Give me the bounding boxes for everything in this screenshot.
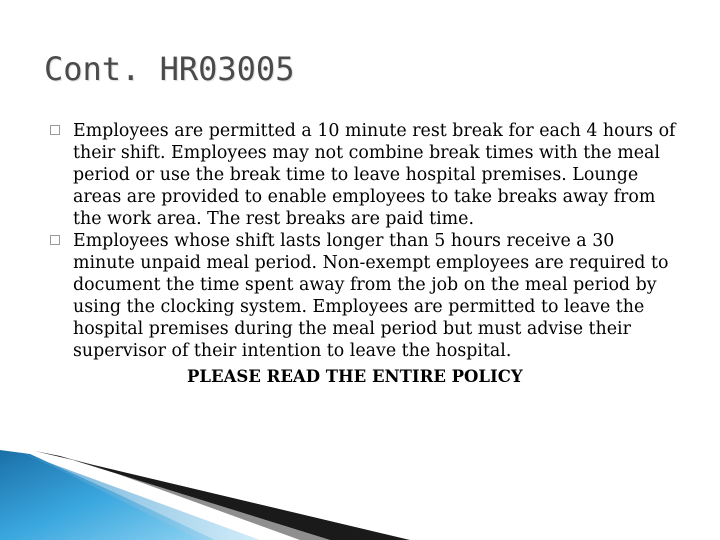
bullet-item-rest-break — [50, 120, 680, 230]
corner-decoration — [0, 450, 720, 540]
slide-body — [50, 120, 680, 388]
square-bullet-icon — [50, 235, 60, 245]
bullet-text: Employees whose shift lasts longer than 5 hours receive a 30 minute unpaid meal period. Non-exempt employees are required to document the time spent away from the job on the meal period by using the clocking system. Employees are permitted to leave the hospital premises during the meal period but must advise their supervisor of their intention to leave the hospital. — [73, 231, 669, 361]
bullet-text: Employees are permitted a 10 minute rest break for each 4 hours of their shift. Employees may not combine break times with the meal period or use the break time to leave hospital premises. Lounge areas are provided to enable employees to take breaks away from the work area. The rest breaks are paid time. — [73, 121, 676, 229]
policy-note: PLEASE READ THE ENTIRE POLICY — [187, 367, 523, 386]
square-bullet-icon — [50, 125, 60, 135]
slide-title: Cont. HR03005 — [44, 50, 295, 88]
bullet-item-meal-period — [50, 230, 680, 362]
